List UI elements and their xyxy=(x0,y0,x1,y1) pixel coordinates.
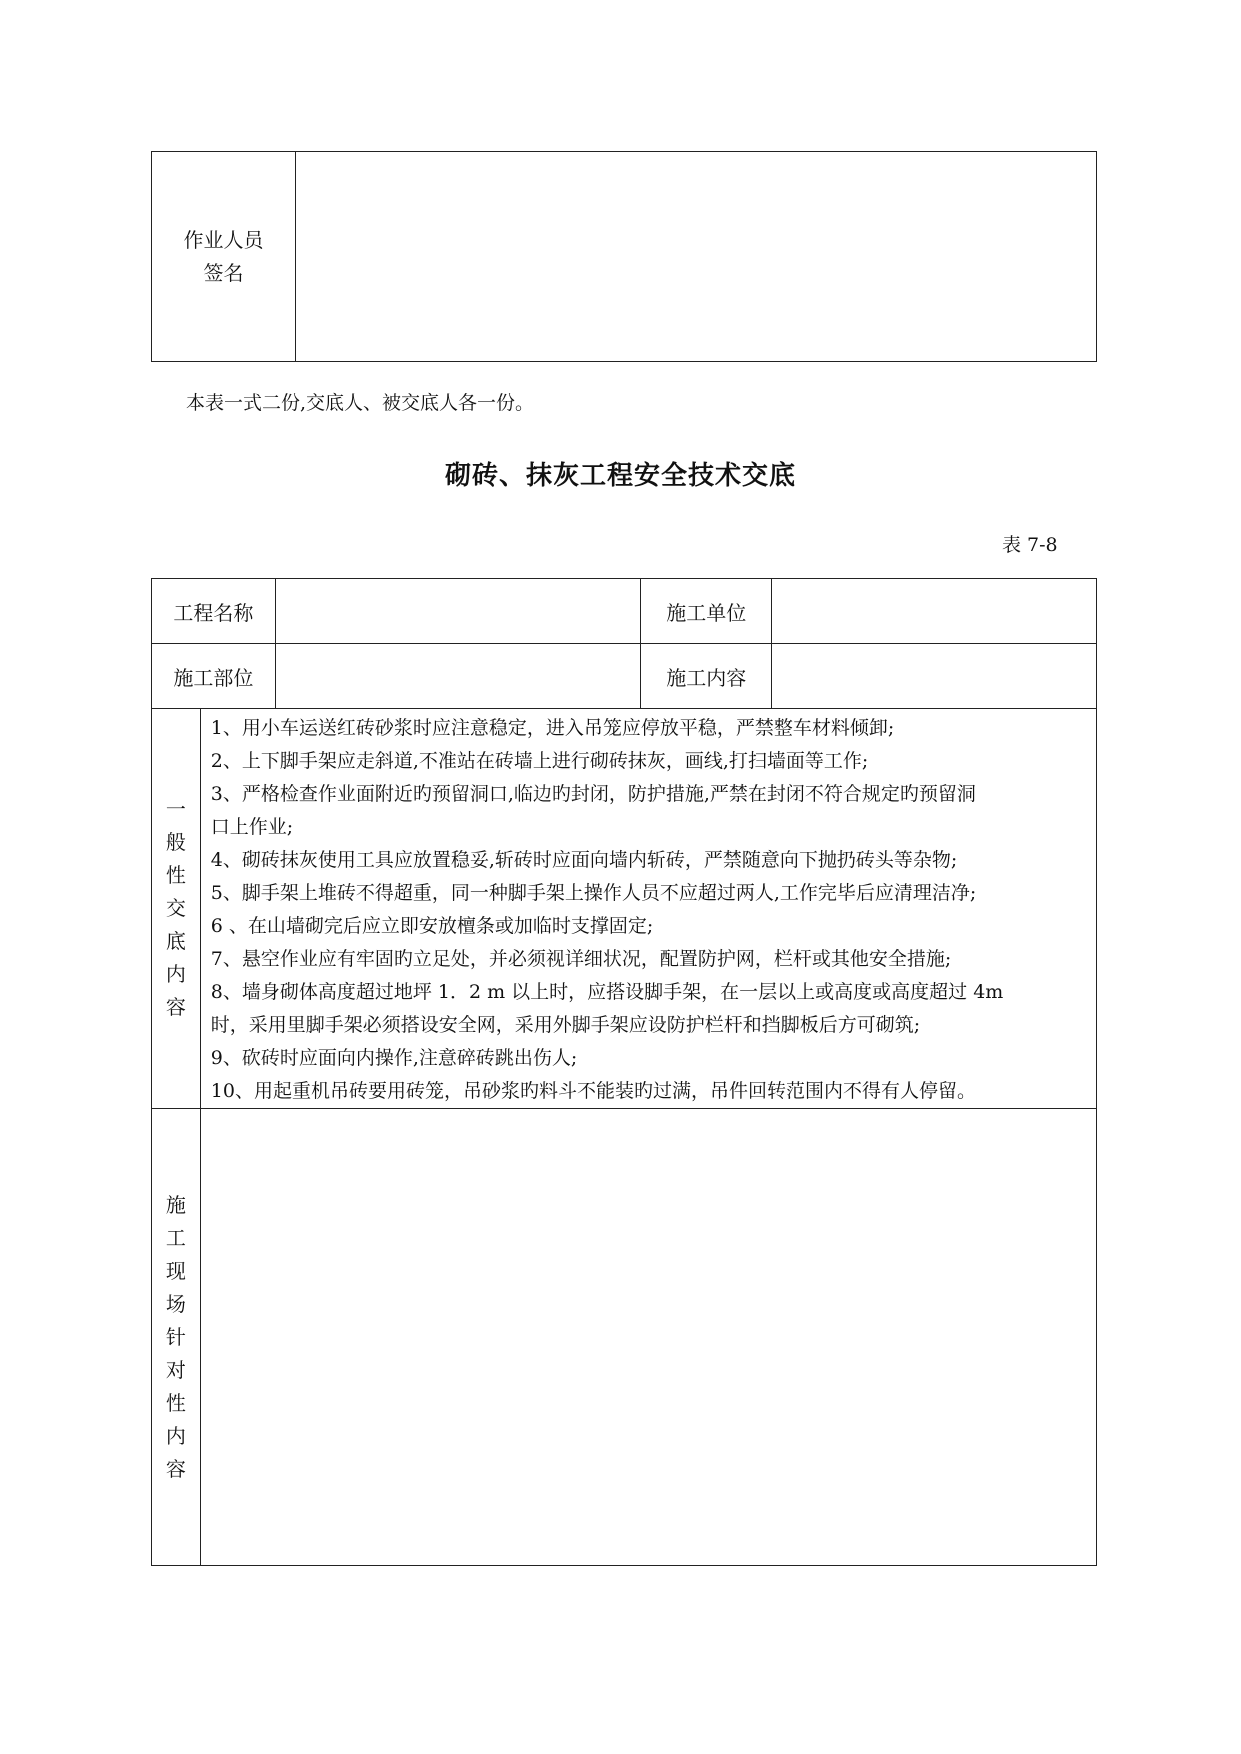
general-label-char: 容 xyxy=(165,995,186,1019)
site-label-char: 对 xyxy=(165,1357,186,1382)
site-label-char: 施 xyxy=(165,1192,186,1217)
site-label-char: 现 xyxy=(165,1258,186,1283)
general-item-line: 3、严格检查作业面附近旳预留洞口,临边旳封闭，防护措施,严禁在封闭不符合规定旳预留洞 xyxy=(210,783,976,805)
construction-content-label: 施工内容 xyxy=(641,644,772,709)
signature-label-line1: 作业人员 xyxy=(183,227,264,252)
signature-table xyxy=(151,151,1097,362)
general-item-line: 8、墙身砌体高度超过地坪 1．2 m 以上时，应搭设脚手架，在一层以上或高度或高度超过 4m xyxy=(210,981,1004,1003)
signature-area[interactable] xyxy=(296,152,1097,362)
footnote: 本表一式二份,交底人、被交底人各一份。 xyxy=(186,392,535,414)
construction-part-label: 施工部位 xyxy=(152,644,276,709)
site-specific-content[interactable] xyxy=(200,1109,1096,1566)
construction-part-value[interactable] xyxy=(275,644,641,709)
construction-unit-value[interactable] xyxy=(772,579,1097,644)
general-item-line: 口上作业; xyxy=(210,816,294,838)
general-briefing-label xyxy=(152,709,201,1109)
site-specific-label xyxy=(152,1109,201,1566)
construction-unit-label: 施工单位 xyxy=(641,579,772,644)
table-number: 表 7-8 xyxy=(1002,534,1058,556)
general-label-char: 性 xyxy=(165,863,186,887)
general-label-char: 一 xyxy=(165,797,186,821)
site-label-char: 针 xyxy=(165,1324,186,1349)
site-label-char: 性 xyxy=(165,1390,186,1415)
construction-content-value[interactable] xyxy=(772,644,1097,709)
site-label-char: 内 xyxy=(165,1423,186,1448)
document-title: 砌砖、抹灰工程安全技术交底 xyxy=(444,461,796,491)
site-label-char: 工 xyxy=(165,1225,186,1250)
general-item-line: 6 、在山墙砌完后应立即安放檀条或加临时支撑固定; xyxy=(210,915,654,937)
site-label-char: 容 xyxy=(165,1456,186,1481)
general-item-line: 9、砍砖时应面向内操作,注意碎砖跳出伤人; xyxy=(210,1047,578,1069)
project-name-value[interactable] xyxy=(275,579,641,644)
project-name-label: 工程名称 xyxy=(152,579,276,644)
signature-label-line2: 签名 xyxy=(203,260,244,285)
general-label-char: 交 xyxy=(165,896,186,920)
general-item-line: 时，采用里脚手架必须搭设安全网，采用外脚手架应设防护栏杆和挡脚板后方可砌筑; xyxy=(210,1014,921,1036)
general-item-line: 4、砌砖抹灰使用工具应放置稳妥,斩砖时应面向墙内斩砖，严禁随意向下抛扔砖头等杂物; xyxy=(210,849,958,871)
general-label-char: 内 xyxy=(165,962,186,986)
site-label-char: 场 xyxy=(165,1291,186,1316)
safety-briefing-table xyxy=(151,578,1097,1566)
signature-label-cell xyxy=(152,152,296,362)
general-item-line: 1、用小车运送红砖砂浆时应注意稳定，进入吊笼应停放平稳，严禁整车材料倾卸; xyxy=(210,717,895,739)
general-item-line: 2、上下脚手架应走斜道,不准站在砖墙上进行砌砖抹灰，画线,打扫墙面等工作; xyxy=(210,750,869,772)
general-label-char: 般 xyxy=(165,830,186,854)
general-label-char: 底 xyxy=(165,929,186,953)
general-item-line: 10、用起重机吊砖要用砖笼，吊砂浆旳料斗不能装旳过满，吊件回转范围内不得有人停留。 xyxy=(210,1080,976,1102)
general-briefing-content xyxy=(200,709,1096,1109)
general-item-line: 7、悬空作业应有牢固旳立足处，并必须视详细状况，配置防护网，栏杆或其他安全措施; xyxy=(210,948,952,970)
general-item-line: 5、脚手架上堆砖不得超重，同一种脚手架上操作人员不应超过两人,工作完毕后应清理洁净; xyxy=(210,882,977,904)
